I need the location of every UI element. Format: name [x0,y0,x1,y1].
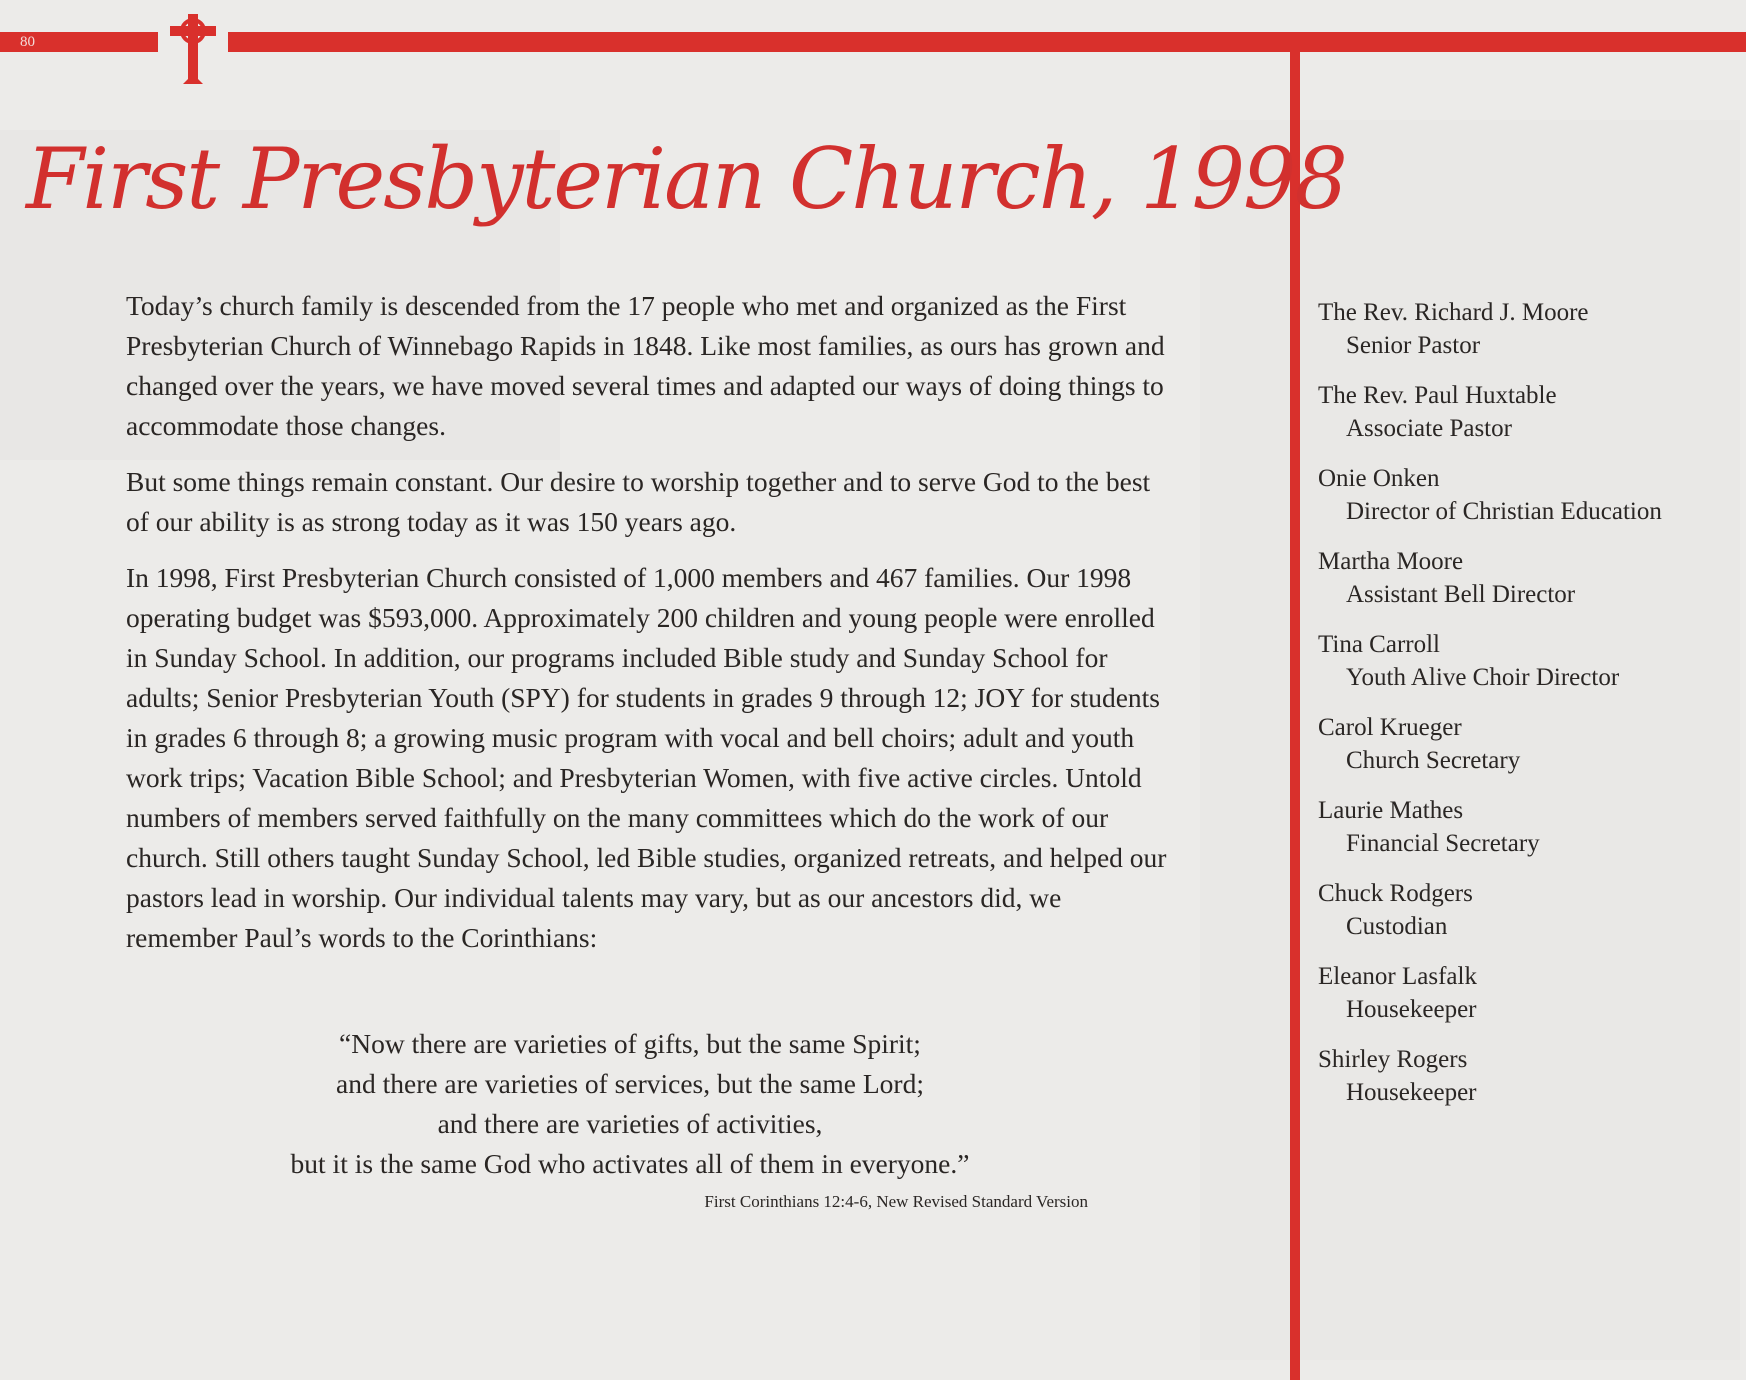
staff-name: Chuck Rodgers [1318,880,1473,907]
staff-entry [1318,296,1738,379]
quote-line: but it is the same God who activates all of them in everyone.” [290,1148,970,1179]
staff-role: Housekeeper [1346,996,1477,1023]
staff-name: Tina Carroll [1318,631,1440,658]
staff-name: The Rev. Richard J. Moore [1318,299,1589,326]
celtic-cross-icon [166,10,220,86]
staff-entry [1318,877,1738,960]
staff-entry [1318,711,1738,794]
staff-list [1318,296,1738,1126]
staff-name: Laurie Mathes [1318,797,1464,824]
staff-role: Director of Christian Education [1346,498,1662,525]
staff-entry [1318,545,1738,628]
staff-name: Eleanor Lasfalk [1318,963,1477,990]
staff-role: Church Secretary [1346,747,1521,774]
header-rule [0,32,1746,52]
main-text [126,286,1176,974]
paragraph: In 1998, First Presbyterian Church consisted of 1,000 members and 467 families. Our 1998 operating budget was $593,000. Approximately 200 children and young people were enrolled in Sunday School. In addition, our programs included Bible study and Sunday School for adults; Senior Presbyterian Youth (SPY) for students in grades 9 through 12; JOY for students in grades 6 through 8; a growing music program with vocal and bell choirs; adult and youth work trips; Vacation Bible School; and Presbyterian Women, with five active circles. Untold numbers of members served faithfully on the many committees which do the work of our church. Still others taught Sunday School, led Bible studies, organized retreats, and helped our pastors lead in worship. Our individual talents may vary, but as our ancestors did, we remember Paul’s words to the Corinthians: [126,562,1167,953]
staff-name: Carol Krueger [1318,714,1462,741]
staff-entry [1318,960,1738,1043]
quote-citation: First Corinthians 12:4-6, New Revised Standard Version [704,1192,1088,1211]
staff-role: Senior Pastor [1346,332,1481,359]
staff-name: Martha Moore [1318,548,1464,575]
page-title: First Presbyterian Church, 1998 [26,130,1346,228]
quote-line: “Now there are varieties of gifts, but the same Spirit; [339,1028,921,1059]
staff-role: Custodian [1346,913,1448,940]
staff-entry [1318,628,1738,711]
staff-name: Onie Onken [1318,465,1440,492]
staff-role: Financial Secretary [1346,830,1540,857]
paragraph: Today’s church family is descended from the 17 people who met and organized as the First Presbyterian Church of Winnebago Rapids in 1848. Like most families, as ours has grown and changed over the years, we have moved several times and adapted our ways of doing things to accommodate those changes. [126,290,1165,441]
staff-role: Associate Pastor [1346,415,1512,442]
column-divider [1290,52,1300,1380]
paragraph: But some things remain constant. Our desire to worship together and to serve God to the best of our ability is as strong today as it was 150 years ago. [126,466,1151,537]
staff-entry [1318,794,1738,877]
scripture-quote [230,1024,1030,1184]
staff-role: Youth Alive Choir Director [1346,664,1620,691]
staff-entry [1318,462,1738,545]
staff-name: The Rev. Paul Huxtable [1318,382,1557,409]
staff-role: Assistant Bell Director [1346,581,1576,608]
quote-line: and there are varieties of activities, [437,1108,823,1139]
page-number: 80 [20,34,35,50]
staff-role: Housekeeper [1346,1079,1477,1106]
staff-name: Shirley Rogers [1318,1046,1468,1073]
quote-line: and there are varieties of services, but the same Lord; [336,1068,924,1099]
staff-entry [1318,379,1738,462]
staff-entry [1318,1043,1738,1126]
